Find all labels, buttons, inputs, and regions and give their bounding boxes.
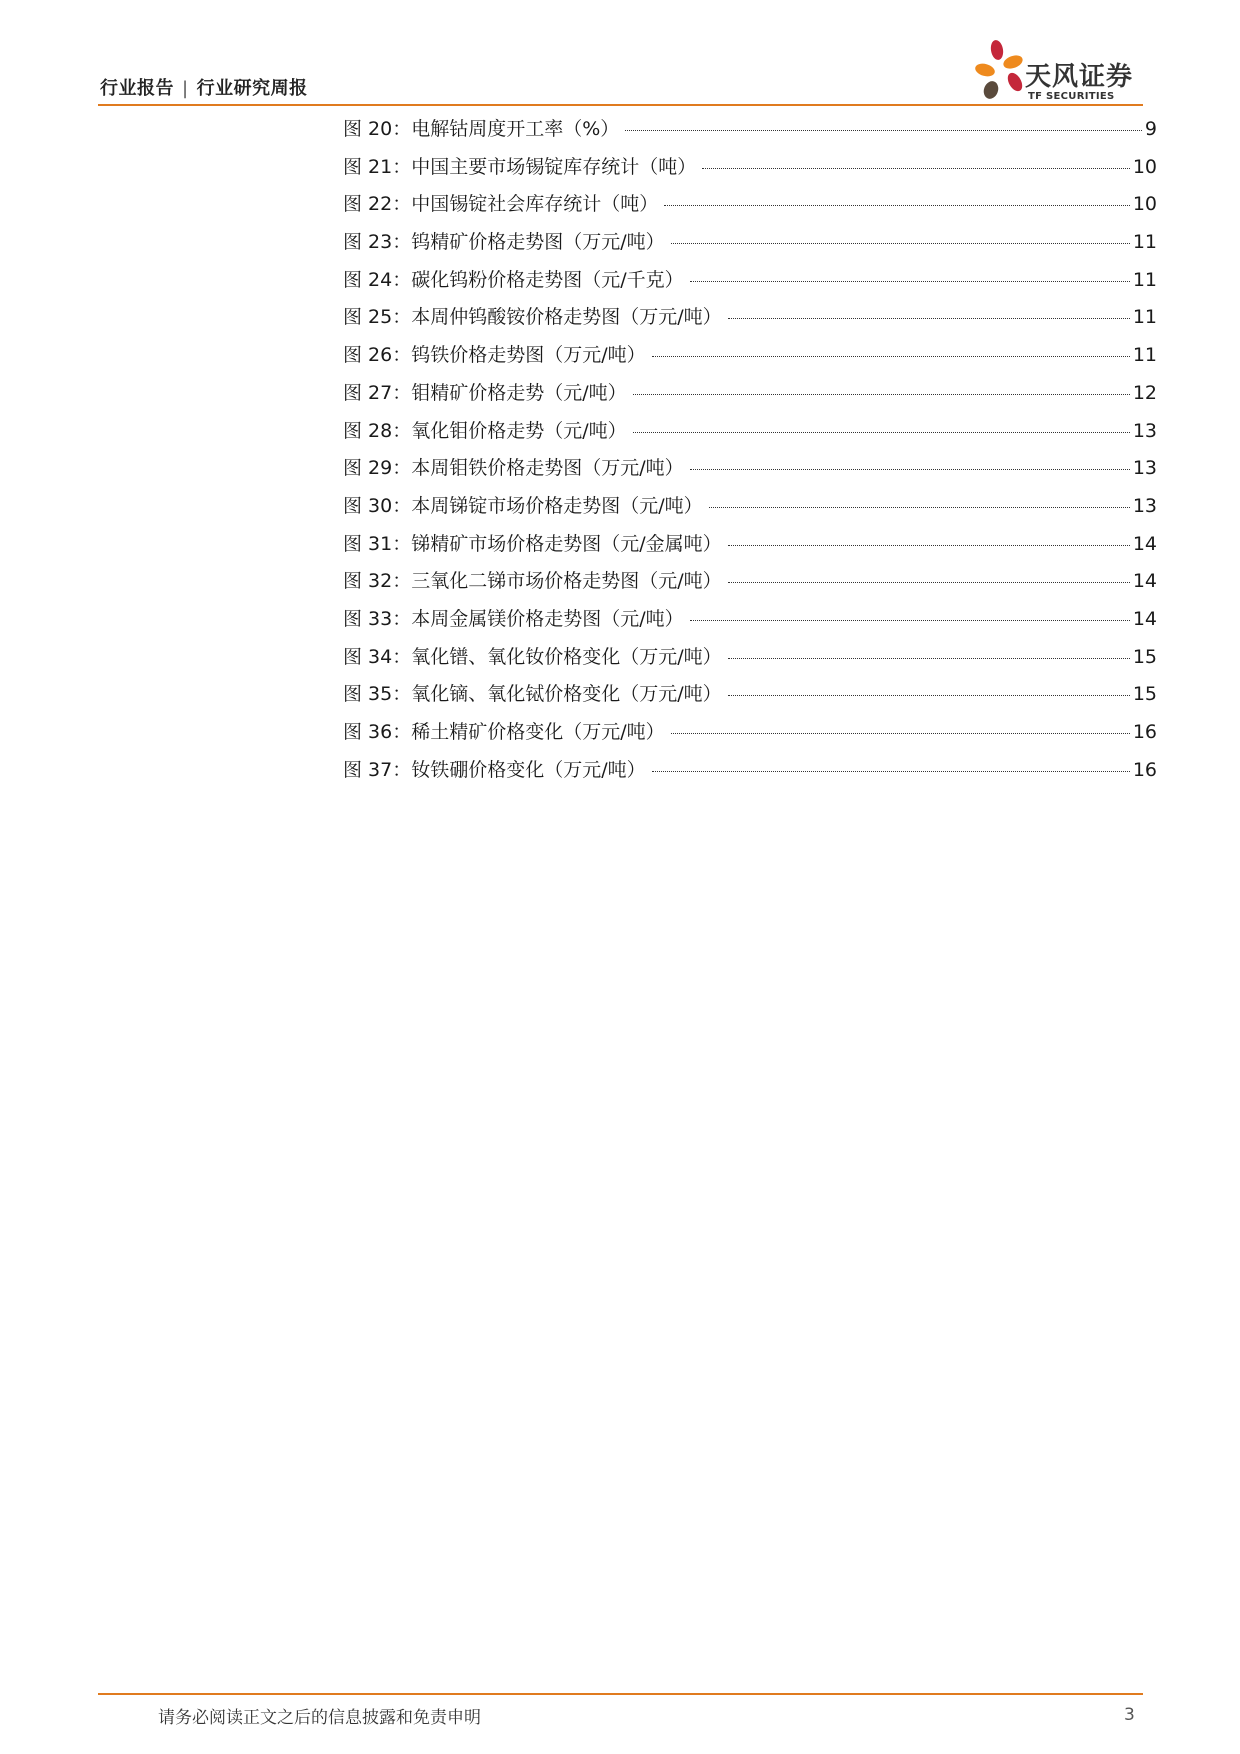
toc-entry[interactable] [343,566,1157,604]
toc-entry-title: 图 26：钨铁价格走势图（万元/吨） [343,344,646,367]
toc-dot-leader [690,281,1130,282]
toc-entry-page: 11 [1132,306,1157,329]
footer-rule [98,1693,1143,1695]
toc-entry-title: 图 35：氧化镝、氧化铽价格变化（万元/吨） [343,683,722,706]
toc-dot-leader [652,356,1130,357]
toc-entry[interactable] [343,227,1157,265]
toc-entry-page: 13 [1132,419,1157,442]
toc-entry-title: 图 32：三氧化二锑市场价格走势图（元/吨） [343,570,722,593]
toc-entry[interactable] [343,491,1157,529]
toc-entry-page: 16 [1132,758,1157,781]
toc-entry[interactable] [343,152,1157,190]
toc-entry-title: 图 24：碳化钨粉价格走势图（元/千克） [343,268,684,291]
toc-entry-title: 图 30：本周锑锭市场价格走势图（元/吨） [343,494,703,517]
company-logo [975,38,1155,108]
toc-entry-title: 图 23：钨精矿价格走势图（万元/吨） [343,231,665,254]
toc-entry-title: 图 29：本周钼铁价格走势图（万元/吨） [343,457,684,480]
toc-dot-leader [728,695,1130,696]
toc-entry-page: 10 [1132,193,1157,216]
toc-dot-leader [728,318,1130,319]
toc-entry-page: 14 [1132,607,1157,630]
toc-entry-title: 图 27：钼精矿价格走势（元/吨） [343,381,627,404]
toc-entry-title: 图 34：氧化镨、氧化钕价格变化（万元/吨） [343,645,722,668]
toc-entry[interactable] [343,189,1157,227]
toc-entry[interactable] [343,529,1157,567]
logo-petal-bottom [981,79,1000,101]
toc-dot-leader [728,545,1130,546]
logo-name: 天风证券 [1025,62,1134,92]
toc-entry[interactable] [343,114,1157,152]
toc-entry-page: 10 [1132,155,1157,178]
logo-petal-top [989,39,1004,61]
toc-dot-leader [671,733,1130,734]
logo-petal-lower-right [1005,70,1025,93]
toc-dot-leader [671,243,1130,244]
toc-entry-page: 11 [1132,344,1157,367]
toc-entry[interactable] [343,302,1157,340]
toc-dot-leader [633,432,1130,433]
toc-entry-page: 16 [1132,721,1157,743]
toc-entry-title: 图 22：中国锡锭社会库存统计（吨） [343,193,659,216]
toc-entry-title: 图 33：本周金属镁价格走势图（元/吨） [343,607,684,630]
toc-entry-title: 图 21：中国主要市场锡锭库存统计（吨） [343,155,697,178]
toc-dot-leader [664,205,1130,206]
toc-entry[interactable] [343,416,1157,454]
header-rule [98,104,1143,106]
toc-dot-leader [690,469,1130,470]
toc-entry-title: 图 37：钕铁硼价格变化（万元/吨） [343,758,646,781]
toc-entry-page: 14 [1132,532,1157,555]
toc-dot-leader [728,658,1130,659]
header-separator: | [182,78,189,99]
toc-entry[interactable] [343,265,1157,303]
toc-entry-title: 图 31：锑精矿市场价格走势图（元/金属吨） [343,532,722,555]
toc-dot-leader [690,620,1130,621]
toc-entry-title: 图 28：氧化钼价格走势（元/吨） [343,419,627,442]
toc-entry[interactable] [343,679,1157,717]
toc-entry-title: 图 25：本周仲钨酸铵价格走势图（万元/吨） [343,306,722,329]
toc-entry-title: 图 20：电解钴周度开工率（%） [343,118,620,140]
logo-petal-left [975,62,996,79]
toc-entry-page: 15 [1132,645,1157,668]
toc-dot-leader [652,771,1130,772]
logo-subtitle: TF SECURITIES [1028,91,1115,102]
page-number: 3 [1124,1705,1135,1725]
toc-entry[interactable] [343,642,1157,680]
report-header [100,74,308,100]
toc-dot-leader [633,394,1130,395]
toc-dot-leader [709,507,1130,508]
toc-entry[interactable] [343,717,1157,755]
toc-entry-title: 图 36：稀土精矿价格变化（万元/吨） [343,721,665,743]
report-subtype: 行业研究周报 [196,78,308,99]
toc-entry[interactable] [343,755,1157,793]
logo-petal-upper-right [1002,53,1025,71]
toc-entry-page: 13 [1132,494,1157,517]
figure-list [343,114,1157,792]
disclaimer-note: 请务必阅读正文之后的信息披露和免责申明 [158,1708,481,1728]
toc-entry-page: 11 [1132,231,1157,254]
report-type: 行业报告 [100,78,174,99]
toc-dot-leader [625,130,1142,131]
toc-entry[interactable] [343,378,1157,416]
toc-dot-leader [728,582,1130,583]
toc-entry-page: 15 [1132,683,1157,706]
toc-entry-page: 9 [1144,118,1157,140]
toc-entry-page: 11 [1132,268,1157,291]
toc-entry[interactable] [343,340,1157,378]
toc-entry-page: 12 [1132,381,1157,404]
toc-entry[interactable] [343,453,1157,491]
toc-entry[interactable] [343,604,1157,642]
toc-entry-page: 14 [1132,570,1157,593]
toc-entry-page: 13 [1132,457,1157,480]
toc-dot-leader [702,168,1130,169]
